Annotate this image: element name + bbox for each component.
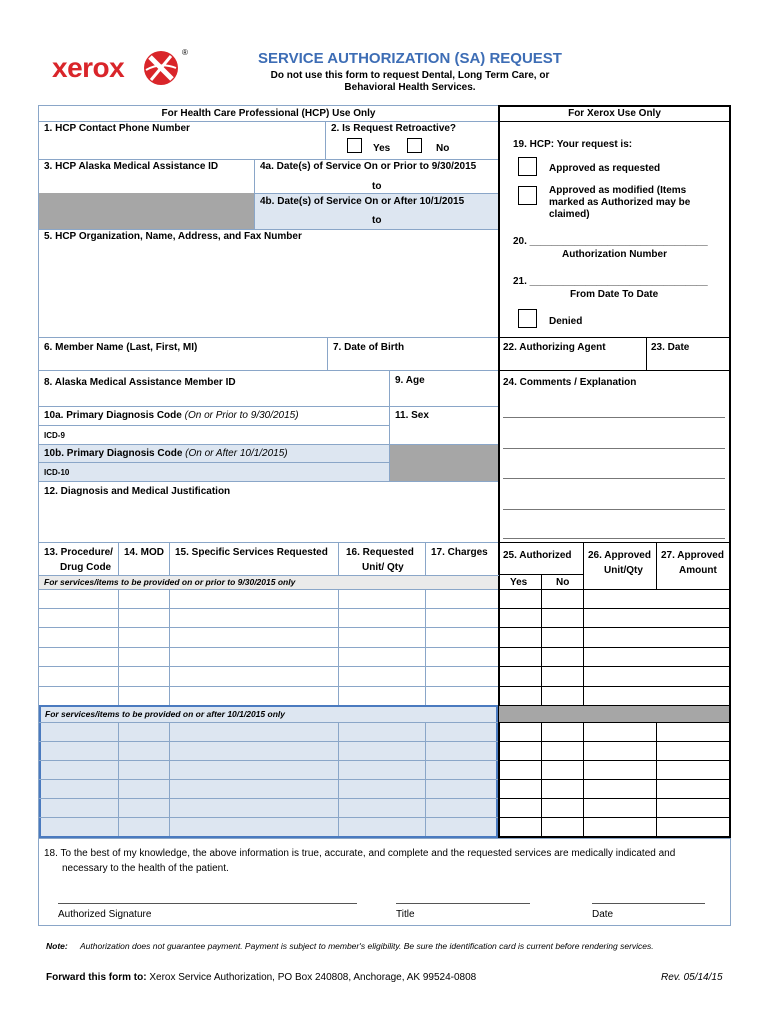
field-4a-label: 4a. Date(s) of Service On or Prior to 9/30/2015: [260, 161, 477, 172]
field-10b-label: [44, 448, 288, 459]
registered-mark: ®: [182, 48, 188, 57]
col-25-yes: Yes: [510, 577, 528, 588]
forward-label: Forward this form to:: [46, 972, 147, 983]
approved-as-modified-checkbox[interactable]: [518, 186, 537, 205]
field-21-line[interactable]: 21. ________________________________: [513, 276, 708, 287]
field-10a-bold: 10a. Primary Diagnosis Code: [44, 410, 182, 421]
field-4b-to: to: [372, 215, 382, 226]
field-20-line[interactable]: 20. ________________________________: [513, 236, 708, 247]
note-text: Authorization does not guarantee payment. Payment is subject to member's eligibility. Be sure the identification card is current before rendering services.: [80, 941, 654, 951]
xerox-section-header: For Xerox Use Only: [568, 108, 661, 119]
date-label: Date: [592, 909, 614, 920]
field-5-label: 5. HCP Organization, Name, Address, and Fax Number: [44, 231, 302, 242]
col-26-header-1: 26. Approved: [588, 550, 651, 561]
field-10a-italic: (On or Prior to 9/30/2015): [184, 410, 299, 421]
comment-line[interactable]: [503, 448, 725, 449]
signature-label: Authorized Signature: [58, 909, 152, 920]
xerox-frame: [498, 105, 731, 838]
after-services-block[interactable]: [39, 705, 498, 838]
field-7-label: 7. Date of Birth: [333, 342, 405, 353]
form-subtitle-2: Behavioral Health Services.: [344, 82, 476, 93]
col-16-header-1: 16. Requested: [346, 547, 414, 558]
band-after-xerox-shaded: [499, 706, 729, 722]
field-10a-label: [44, 410, 299, 421]
logo-wordmark: xerox: [52, 52, 125, 83]
band-after-label: For services/items to be provided on or after 10/1/2015 only: [45, 709, 285, 719]
denied-label: Denied: [549, 316, 583, 327]
comment-line[interactable]: [503, 417, 725, 418]
approved-modified-line3: claimed): [549, 209, 590, 220]
signature-line[interactable]: [58, 903, 357, 904]
form-subtitle-1: Do not use this form to request Dental, Long Term Care, or: [270, 70, 550, 81]
note-label: Note:: [46, 941, 68, 951]
col-14-header: 14. MOD: [124, 547, 165, 558]
field-19-label: 19. HCP: Your request is:: [513, 139, 633, 150]
field-8-label: 8. Alaska Medical Assistance Member ID: [44, 377, 236, 388]
col-17-header: 17. Charges: [431, 547, 488, 558]
band-prior-label: For services/items to be provided on or prior to 9/30/2015 only: [44, 577, 296, 587]
field-1-label: 1. HCP Contact Phone Number: [44, 123, 190, 134]
icd10-tag: ICD-10: [44, 468, 70, 477]
forward-address: Xerox Service Authorization, PO Box 240808, Anchorage, AK 99524-0808: [149, 972, 477, 983]
field-2-label: 2. Is Request Retroactive?: [331, 123, 457, 134]
col-25-no: No: [556, 577, 570, 588]
title-label: Title: [396, 909, 415, 920]
field-9-label: 9. Age: [395, 375, 425, 386]
field-20-label: Authorization Number: [562, 249, 667, 260]
field-4b-label: 4b. Date(s) of Service On or After 10/1/2015: [260, 196, 465, 207]
comment-line[interactable]: [503, 478, 725, 479]
xerox-logo: [52, 48, 192, 92]
col-25-header: 25. Authorized: [503, 550, 572, 561]
approved-modified-line2: marked as Authorized may be: [549, 197, 691, 208]
field-12-label: 12. Diagnosis and Medical Justification: [44, 486, 231, 497]
approved-as-requested-checkbox[interactable]: [518, 157, 537, 176]
field-23-label: 23. Date: [651, 342, 690, 353]
field-10b-italic: (On or After 10/1/2015): [185, 448, 288, 459]
field-4a-to: to: [372, 181, 382, 192]
approved-as-requested-label: Approved as requested: [549, 163, 661, 174]
retroactive-no-label: No: [436, 143, 450, 154]
denied-checkbox[interactable]: [518, 309, 537, 328]
revision-label: Rev. 05/14/15: [661, 972, 723, 983]
col-16-header-2: Unit/ Qty: [362, 562, 404, 573]
approved-modified-line1: Approved as modified (Items: [549, 185, 687, 196]
field-24-label: 24. Comments / Explanation: [503, 377, 637, 388]
col-26-header-2: Unit/Qty: [604, 565, 643, 576]
retroactive-yes-checkbox[interactable]: [347, 138, 362, 153]
attestation-line2: necessary to the health of the patient.: [62, 863, 229, 874]
col-27-header-1: 27. Approved: [661, 550, 724, 561]
col-15-header: 15. Specific Services Requested: [175, 547, 328, 558]
field-6-label: 6. Member Name (Last, First, MI): [44, 342, 198, 353]
title-line[interactable]: [396, 903, 530, 904]
field-11-shaded: [390, 445, 498, 481]
col-27-header-2: Amount: [679, 565, 717, 576]
field-10b-bold: 10b. Primary Diagnosis Code: [44, 448, 183, 459]
icd9-tag: ICD-9: [44, 431, 65, 440]
col-13-header-2: Drug Code: [60, 562, 112, 573]
retroactive-no-checkbox[interactable]: [407, 138, 422, 153]
hcp-section-header: For Health Care Professional (HCP) Use Only: [161, 108, 376, 119]
form-title: SERVICE AUTHORIZATION (SA) REQUEST: [258, 50, 562, 67]
attestation-line1: 18. To the best of my knowledge, the above information is true, accurate, and complete and the requested services are medically indicated and: [44, 848, 676, 859]
field-3-shaded: [39, 193, 254, 229]
col-13-header-1: 13. Procedure/: [44, 547, 113, 558]
comment-line[interactable]: [503, 509, 725, 510]
retroactive-yes-label: Yes: [373, 143, 391, 154]
field-22-label: 22. Authorizing Agent: [503, 342, 606, 353]
xerox-sphere-icon: [142, 48, 180, 88]
field-21-label: From Date To Date: [570, 289, 659, 300]
field-11-label: 11. Sex: [395, 410, 429, 421]
comment-line[interactable]: [503, 538, 725, 539]
field-3-label: 3. HCP Alaska Medical Assistance ID: [44, 161, 219, 172]
forward-line: [46, 972, 476, 983]
date-line[interactable]: [592, 903, 705, 904]
